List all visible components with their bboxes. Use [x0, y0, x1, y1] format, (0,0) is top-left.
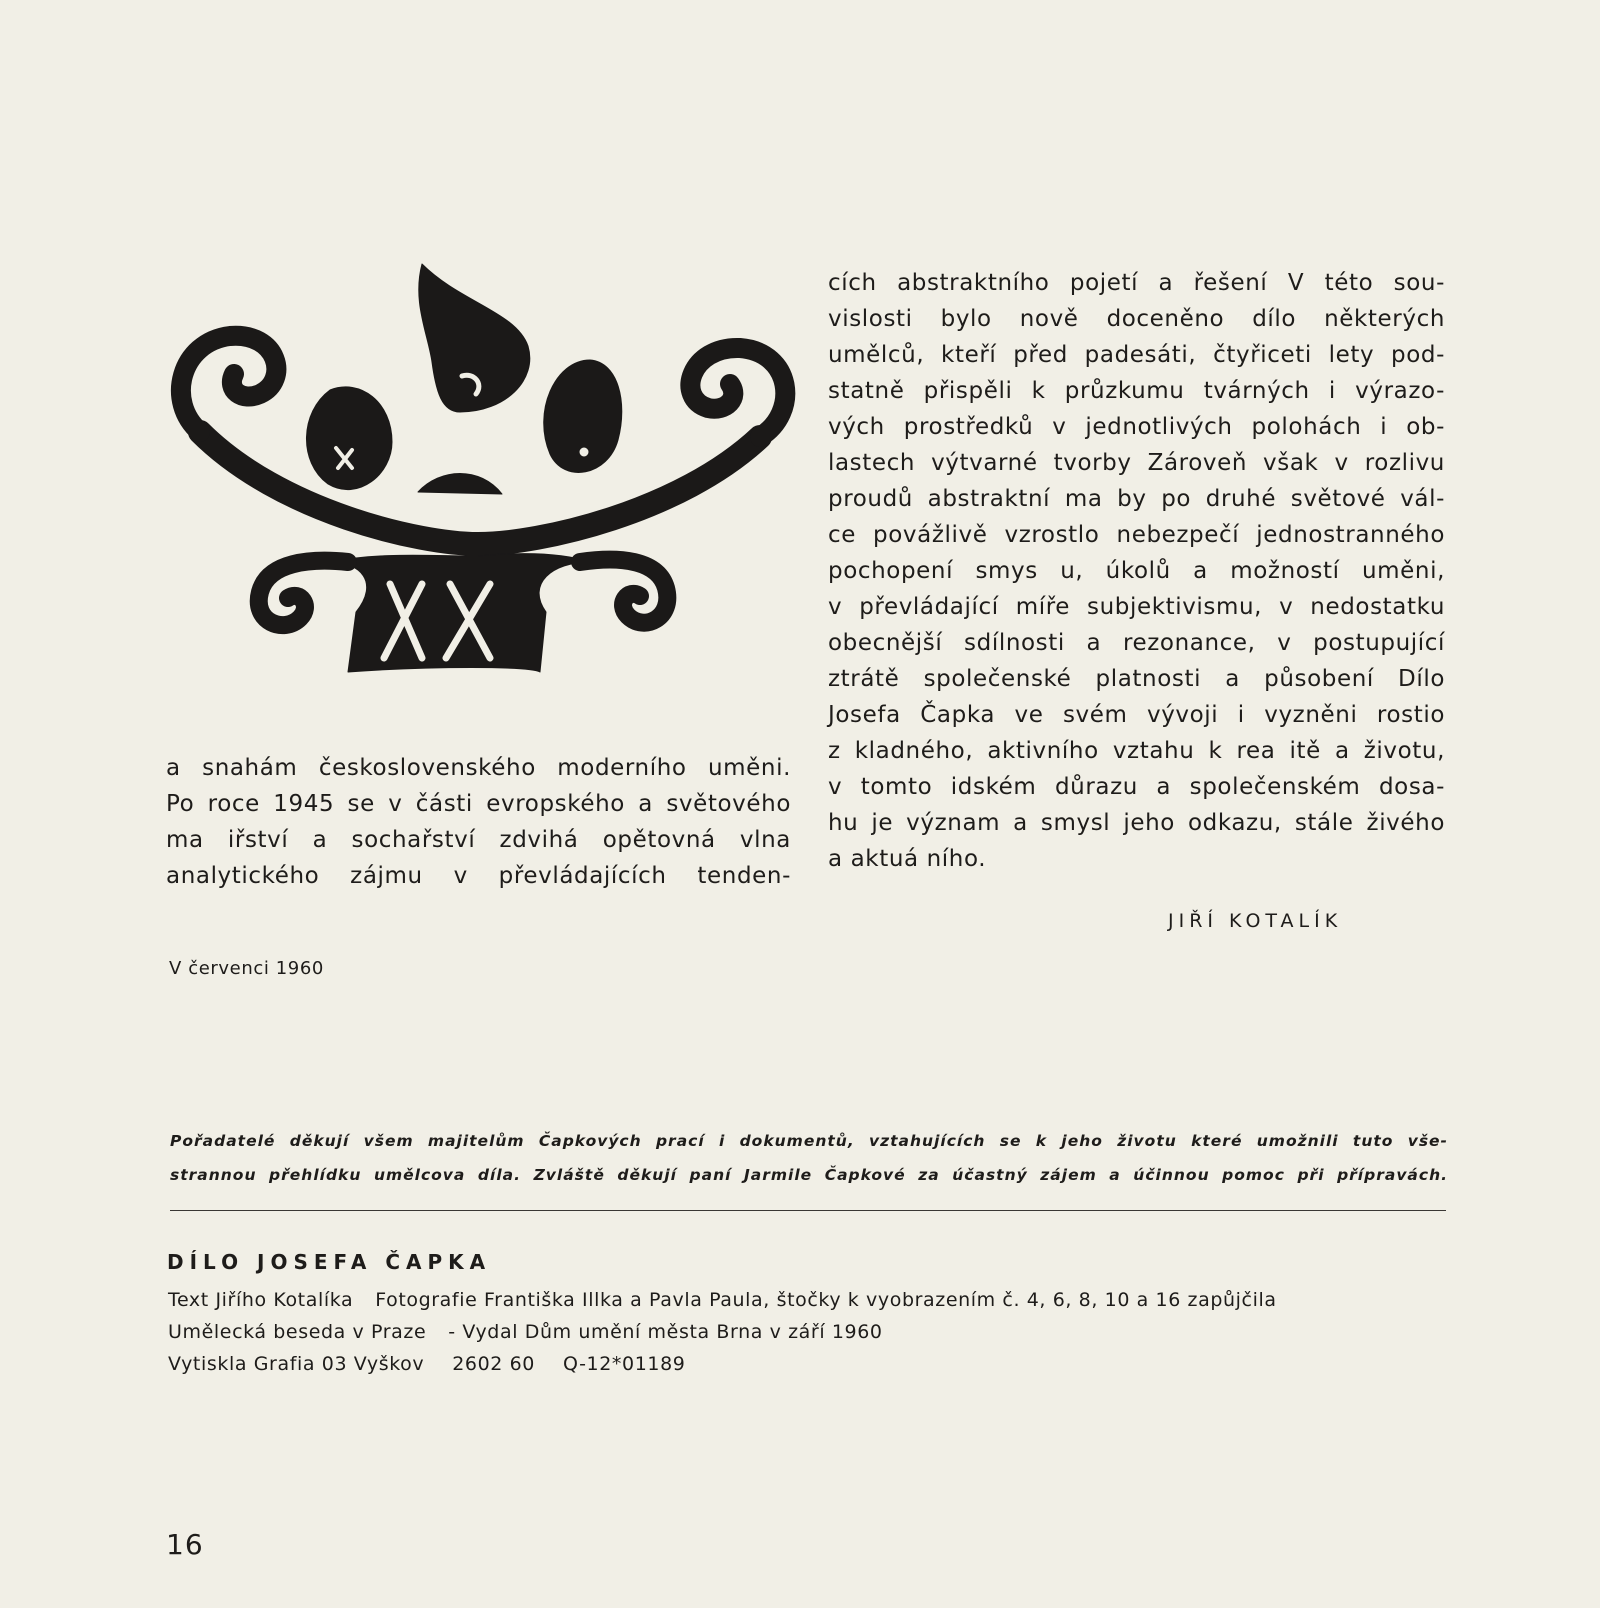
right-text-line: hu je význam a smysl jeho odkazu, stále živého [828, 810, 1445, 836]
right-text-column [828, 265, 1445, 877]
right-text-line: v převládající míře subjektivismu, v nedostatku [828, 594, 1445, 620]
colophon-line [168, 1316, 1277, 1348]
colophon-registration: Q-12*01189 [562, 1353, 686, 1375]
colophon-print-code: 2602 60 [452, 1353, 535, 1375]
colophon-text-credit: Text Jiřího Kotalíka [168, 1289, 354, 1311]
acknowledgement-note [170, 1124, 1448, 1192]
left-text-line: a snahám československého moderního uměni. [166, 755, 791, 781]
colophon-line [168, 1284, 1277, 1316]
colophon-lender: Umělecká beseda v Praze [168, 1321, 427, 1343]
right-text-line: ce povážlivě vzrostlo nebezpečí jednostranného [828, 522, 1445, 548]
colophon-printer: Vytiskla Grafia 03 Vyškov [168, 1353, 425, 1375]
left-text-line: ma iřství a sochařství zdvihá opětovná vlna [166, 827, 791, 853]
left-text-column [166, 750, 791, 894]
ornament-left-scroll [181, 336, 276, 432]
acknowledgement-line: strannou přehlídku umělcova díla. Zvláště děkují paní Jarmile Čapkové za účastný zájem a účinnou pomoc při přípravách. [170, 1166, 1448, 1184]
right-text-line: pochopení smys u, úkolů a možností uměni, [828, 558, 1445, 584]
right-text-line: obecnější sdílnosti a rezonance, v postupující [828, 630, 1445, 656]
left-text-line: analytického zájmu v převládajících tenden- [166, 863, 791, 889]
colophon-line [168, 1348, 1277, 1380]
page-number: 16 [166, 1528, 204, 1561]
right-text-line: proudů abstraktní ma by po druhé světové vál- [828, 486, 1445, 512]
right-text-line: lastech výtvarné tvorby Zároveň však v rozlivu [828, 450, 1445, 476]
right-text-line: v tomto idském důrazu a společenském dosa- [828, 774, 1445, 800]
ornament-vignette [160, 262, 800, 690]
left-text-line: Po roce 1945 se v části evropského a světového [166, 791, 791, 817]
ornament-right-scroll [690, 348, 785, 437]
right-text-line: Josefa Čapka ve svém vývoji i vyzněni rostio [828, 702, 1445, 728]
colophon-photo-credit: Fotografie Františka Illka a Pavla Paula, štočky k vyobrazením č. 4, 6, 8, 10 a 16 zapůjčila [375, 1289, 1277, 1311]
colophon-publisher: - Vydal Dům umění města Brna v září 1960 [448, 1321, 883, 1343]
right-text-line: ztrátě společenské platnosti a působení Dílo [828, 666, 1445, 692]
horizontal-rule [170, 1210, 1446, 1211]
right-text-line: vislosti bylo nově doceněno dílo některých [828, 306, 1445, 332]
ornament-flame [419, 264, 530, 412]
ornament-leaf-dot [580, 448, 588, 456]
author-signature: JIŘÍ KOTALÍK [1168, 910, 1343, 932]
colophon [168, 1284, 1277, 1380]
right-text-line: z kladného, aktivního vztahu k rea itě a životu, [828, 738, 1445, 764]
ornament-lower-right-scroll [580, 560, 667, 623]
acknowledgement-line: Pořadatelé děkují všem majitelům Čapkových prací i dokumentů, vztahujících se k jeho životu které umožnili tuto vše- [170, 1132, 1448, 1150]
colophon-title: DÍLO JOSEFA ČAPKA [167, 1250, 492, 1274]
right-text-line: a aktuá ního. [828, 846, 987, 872]
right-text-line: umělců, kteří před padesáti, čtyřiceti lety pod- [828, 342, 1445, 368]
right-text-line: statně přispěli k průzkumu tvárných i výrazo- [828, 378, 1445, 404]
ornament-left-leaf [306, 387, 392, 490]
ornament-small-arch [418, 474, 502, 495]
right-text-line: vých prostředků v jednotlivých polohách i ob- [828, 414, 1445, 440]
date-line: V červenci 1960 [169, 958, 324, 979]
ornament-base [330, 554, 590, 672]
right-text-line: cích abstraktního pojetí a řešení V této sou- [828, 270, 1445, 296]
ornament-lower-left-scroll [259, 561, 348, 625]
